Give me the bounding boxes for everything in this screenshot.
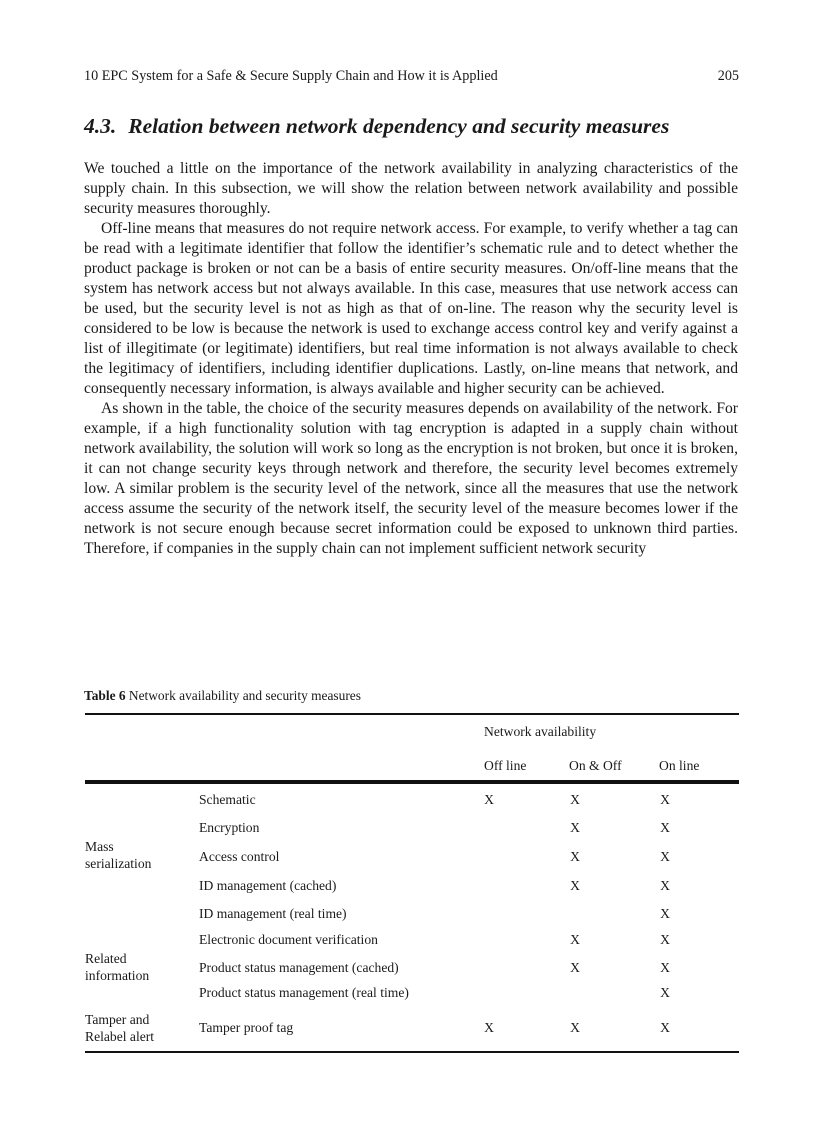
mark-on-off: X — [570, 1020, 580, 1035]
mark-on-line: X — [660, 906, 670, 921]
table-row-measure: Access control — [199, 849, 280, 864]
group-label-line: Related — [85, 951, 127, 966]
table-row-measure: Product status management (cached) — [199, 960, 399, 975]
table-row-measure: Schematic — [199, 792, 256, 807]
mark-on-off: X — [570, 820, 580, 835]
section-heading — [84, 112, 744, 140]
table-row-measure: Tamper proof tag — [199, 1020, 294, 1035]
group-label-tamper-relabel — [85, 1011, 154, 1045]
mark-on-line: X — [660, 960, 670, 975]
table-row-measure: ID management (real time) — [199, 906, 347, 921]
mark-on-line: X — [660, 1020, 670, 1035]
mark-on-line: X — [660, 932, 670, 947]
mark-on-line: X — [660, 820, 670, 835]
group-label-mass-serialization — [85, 838, 151, 872]
table-header-rule — [85, 780, 739, 784]
column-header-on-off: On & Off — [569, 758, 622, 773]
table-row-measure: Electronic document verification — [199, 932, 378, 947]
mark-on-line: X — [660, 792, 670, 807]
table-caption-text: Network availability and security measures — [128, 688, 361, 703]
paragraph-2: Off-line means that measures do not require network access. For example, to verify whether a tag can be read with a legitimate identifier that follow the identifier’s schematic rule and to detect whether the product package is broken or not can be a basis of entire security measures. On/off-line means that the system has network access but not always available. In this case, measures that use network access can be used, but the security level is not as high as that of on-line. The reason why the security level is considered to be low is because the network is used to exchange access control key and verify against a list of illegitimate (or legitimate) identifiers, but real time information is not always available to check the legitimacy of identifiers, including identifier duplications. Lastly, on-line means that network, and consequently necessary information, is always available and higher security can be achieved. — [84, 220, 738, 397]
group-label-line: Relabel alert — [85, 1029, 155, 1044]
table-label: Table 6 — [84, 688, 126, 703]
group-label-line: information — [85, 968, 150, 983]
mark-off-line: X — [484, 1020, 494, 1035]
section-title: Relation between network dependency and security measures — [128, 114, 670, 138]
column-header-off-line: Off line — [484, 758, 527, 773]
running-head-title: 10 EPC System for a Safe & Secure Supply Chain and How it is Applied — [84, 68, 498, 84]
mark-on-line: X — [660, 849, 670, 864]
group-label-related-information — [85, 950, 149, 984]
page-number: 205 — [717, 68, 739, 84]
table-row-measure: Product status management (real time) — [199, 985, 409, 1000]
paragraph-1: We touched a little on the importance of the network availability in analyzing characteristics of the supply chain. In this subsection, we will show the relation between network availability and possible security measures thoroughly. — [84, 160, 738, 217]
table-bottom-rule — [85, 1051, 739, 1053]
mark-on-off: X — [570, 932, 580, 947]
mark-on-line: X — [660, 878, 670, 893]
paragraph-3: As shown in the table, the choice of the security measures depends on availability of the network. For example, if a high functionality solution with tag encryption is adapted in a supply chain without network availability, the solution will work so long as the encryption is not broken, but once it is broken, it can not change security keys through network and therefore, the security level becomes extremely low. A similar problem is the security level of the network, since all the measures that use the network access assume the security of the network itself, the security level of the measure becomes lower if the network is not secure enough because secret information could be exposed to unknown third parties. Therefore, if companies in the supply chain can not implement sufficient network security — [84, 400, 738, 557]
running-head — [84, 66, 739, 86]
table-row-measure: ID management (cached) — [199, 878, 337, 893]
mark-on-off: X — [570, 878, 580, 893]
group-label-line: serialization — [85, 856, 152, 871]
body-text — [84, 159, 738, 559]
table-row-measure: Encryption — [199, 820, 260, 835]
section-number: 4.3. — [84, 114, 117, 138]
table-top-rule — [85, 713, 739, 715]
group-label-line: Mass — [85, 839, 114, 854]
group-label-line: Tamper and — [85, 1012, 150, 1027]
table-group-header: Network availability — [484, 724, 597, 739]
mark-on-line: X — [660, 985, 670, 1000]
mark-on-off: X — [570, 792, 580, 807]
table-caption — [84, 687, 361, 705]
column-header-on-line: On line — [659, 758, 700, 773]
mark-on-off: X — [570, 849, 580, 864]
mark-off-line: X — [484, 792, 494, 807]
mark-on-off: X — [570, 960, 580, 975]
